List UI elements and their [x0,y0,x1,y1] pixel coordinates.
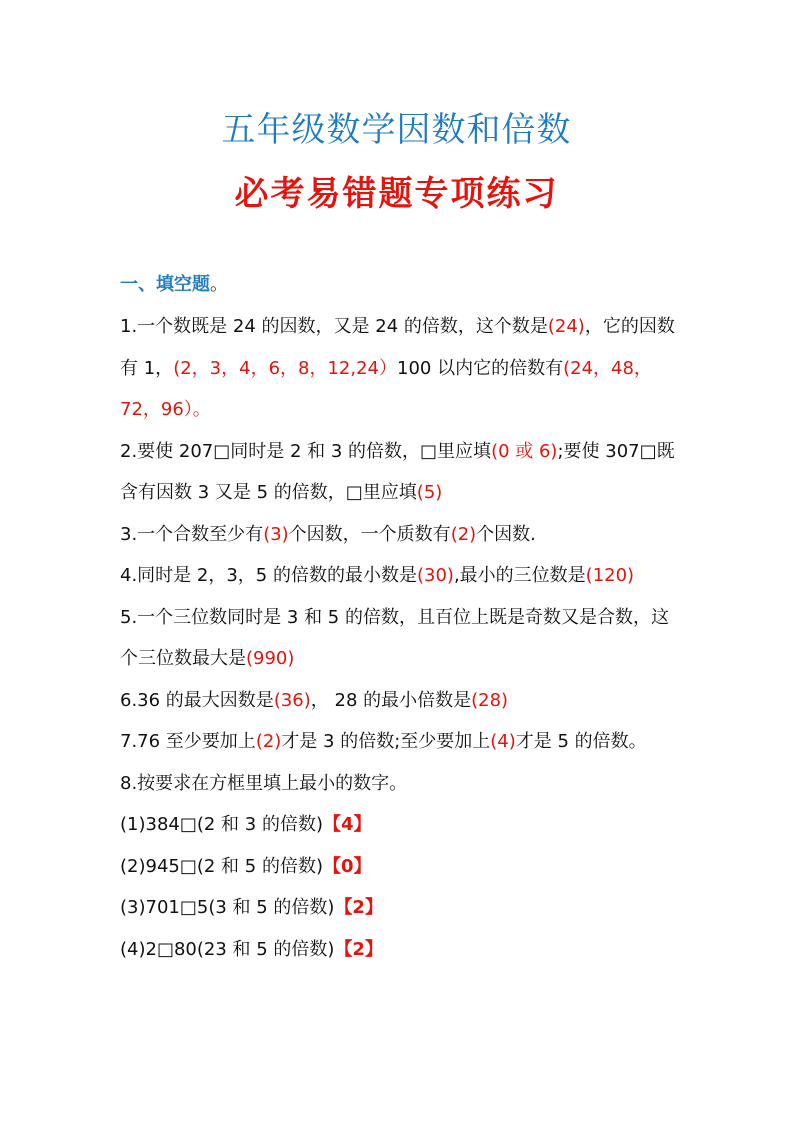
answer: (30) [416,565,454,586]
section-label: 一、填空题 [120,274,210,295]
question-text: 7.76 至少要加上 [120,731,256,752]
sub-question-3 [120,887,676,929]
question-text: ;要使 307□既含有因数 3 又是 5 的倍数，□里应填 [120,440,675,503]
question-text: 2.要使 207□同时是 2 和 3 的倍数，□里应填 [120,440,492,462]
answer: (5) [416,482,443,503]
question-text: 1.一个数既是 24 的因数，又是 24 的倍数，这个数是 [120,316,548,337]
answer: (24，48，72，96）。 [120,357,652,420]
answer: (4) [490,731,516,752]
answer: (990) [246,648,295,669]
answer: (120) [585,565,635,586]
answer: 【2】 [334,938,383,960]
question-3 [120,514,676,556]
question-text: 4.同时是 2，3，5 的倍数的最小数是 [120,565,417,586]
question-text: 个因数，一个质数有 [288,523,451,545]
sub-question-text: (4)2□80(23 和 5 的倍数) [120,938,335,960]
question-5 [120,597,676,680]
answer: 【4】 [322,814,372,835]
sub-question-text: (2)945□(2 和 5 的倍数) [120,855,323,877]
question-text: 才是 3 的倍数;至少要加上 [281,731,491,752]
answer: 【0】 [322,855,372,877]
question-6 [120,680,676,722]
answer: (0 或 6) [491,440,558,462]
answer: (2) [255,731,282,752]
answer: (24) [547,316,585,337]
section-heading [120,270,228,296]
question-1 [120,306,676,431]
page-subtitle: 必考易错题专项练习 [234,174,559,214]
answer: (28) [471,689,509,711]
question-text: 8.按要求在方框里填上最小的数字。 [120,772,408,794]
question-text: 个因数. [476,523,536,545]
answer: 【2】 [334,897,383,918]
sub-question-text: (3)701□5(3 和 5 的倍数) [120,897,335,918]
sub-question-text: (1)384□(2 和 3 的倍数) [120,814,323,835]
sub-question-4 [120,929,676,971]
section-suffix: 。 [210,274,228,295]
question-text: 6.36 的最大因数是 [120,689,274,711]
sub-question-2 [120,846,676,888]
question-list [120,306,676,970]
question-text: ,最小的三位数是 [453,565,586,586]
question-text: 5.一个三位数同时是 3 和 5 的倍数，且百位上既是奇数又是合数，这个三位数最大是 [120,606,669,669]
answer: (36) [273,689,311,711]
answer: (2) [450,523,477,545]
sub-question-1 [120,804,676,846]
question-text: 3.一个合数至少有 [120,523,264,545]
question-7 [120,721,676,763]
question-2 [120,431,676,514]
question-text: ， 28 的最小倍数是 [310,689,472,711]
question-text: 才是 5 的倍数。 [515,731,647,752]
question-4 [120,555,676,597]
question-text: 100 以内它的倍数有 [397,357,564,379]
question-8 [120,763,676,805]
answer: (2，3，4，6，8，12,24） [173,357,398,379]
question-text: ，它的因数有 1， [120,316,675,379]
answer: (3) [263,523,289,545]
page-title: 五年级数学因数和倍数 [221,110,572,150]
